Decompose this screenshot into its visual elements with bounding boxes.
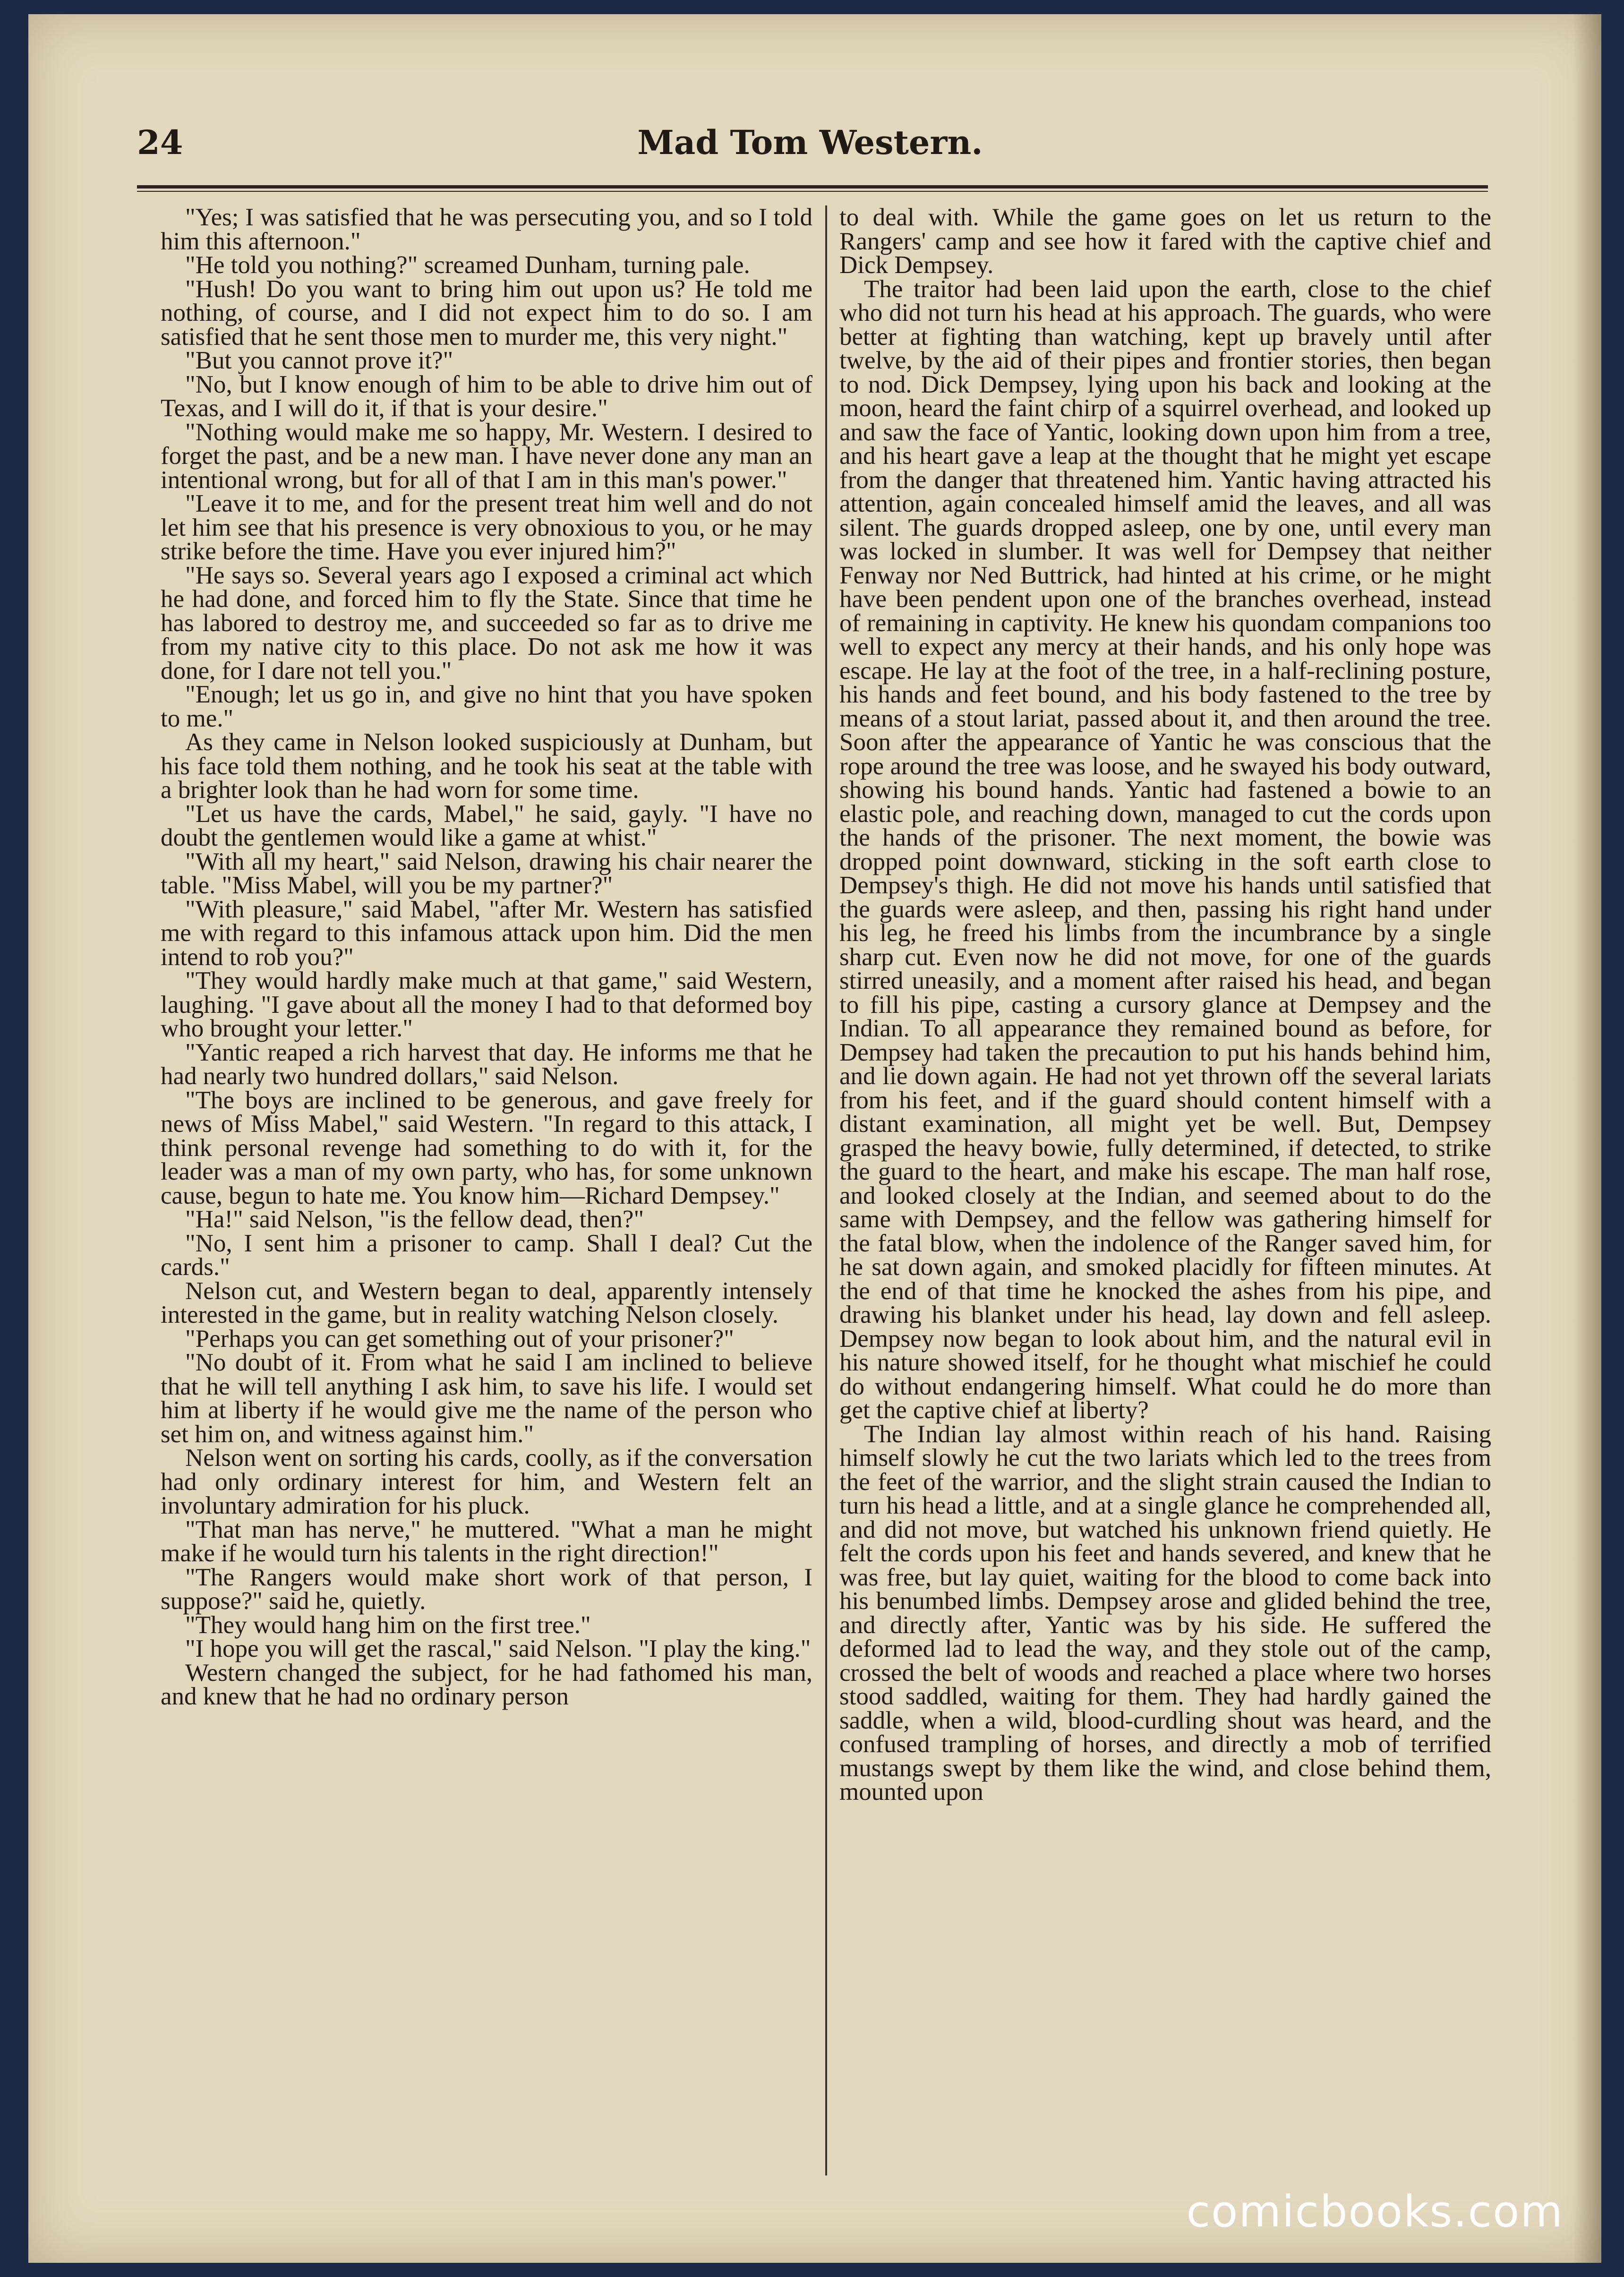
paragraph: The Indian lay almost within reach of his hand. Raising himself slowly he cut the two lariats which led to the trees from the feet of the warrior, and the slight strain caused the Indian to turn his head a little, and at a single glance he comprehended all, and did not move, but watched his unknown friend quietly. He felt the cords upon his feet and hands severed, and knew that he was free, but lay quiet, waiting for the blood to come back into his benumbed limbs. Dempsey arose and glided behind the tree, and directly after, Yantic was by his side. He suffered the deformed lad to lead the way, and they stole out of the camp, crossed the belt of woods and reached a place where two horses stood saddled, waiting for them. They had hardly gained the saddle, when a wild, blood-curdling shout was heard, and the confused trampling of horses, and directly a mob of terrified mustangs swept by them like the wind, and close behind them, mounted upon <box>839 1420 1491 1806</box>
paragraph: "Nothing would make me so happy, Mr. Western. I desired to forget the past, and be a new man. I have never done any man an intentional wrong, but for all of that I am in this man's power." <box>161 418 812 494</box>
paragraph: Western changed the subject, for he had fathomed his man, and knew that he had no ordinary person <box>161 1659 812 1710</box>
paragraph: "Enough; let us go in, and give no hint that you have spoken to me." <box>161 681 812 732</box>
paragraph: to deal with. While the game goes on let us return to the Rangers' camp and see how it fared with the captive chief and Dick Dempsey. <box>839 205 1491 279</box>
paragraph: "Ha!" said Nelson, "is the fellow dead, then?" <box>185 1206 644 1233</box>
paragraph: Nelson cut, and Western began to deal, apparently intensely interested in the game, but in reality watching Nelson closely. <box>161 1277 812 1328</box>
page-number: 24 <box>137 123 183 162</box>
paragraph: "Let us have the cards, Mabel," he said, gayly. "I have no doubt the gentlemen would like a game at whist." <box>161 800 812 851</box>
column-divider <box>825 205 827 2175</box>
right-column <box>839 205 1491 2175</box>
paragraph: "Leave it to me, and for the present treat him well and do not let him see that his presence is very obnoxious to you, or he may strike before the time. Have you ever injured him?" <box>161 490 812 565</box>
paragraph: "Perhaps you can get something out of your prisoner?" <box>185 1325 734 1353</box>
paragraph: "No, but I know enough of him to be able to drive him out of Texas, and I will do it, if that is your desire." <box>161 370 812 422</box>
paragraph: "The boys are inclined to be generous, and gave freely for news of Miss Mabel," said Western. "In regard to this attack, I think personal revenge had something to do with it, for the leader was a man of my own party, who has, for some unknown cause, begun to hate me. You know him—Richard Dempsey." <box>161 1086 812 1209</box>
left-column <box>161 205 812 2175</box>
paragraph: "The Rangers would make short work of that person, I suppose?" said he, quietly. <box>161 1563 812 1615</box>
paragraph: Nelson went on sorting his cards, coolly, as if the conversation had only ordinary interest for him, and Western felt an involuntary admiration for his pluck. <box>161 1444 812 1519</box>
paragraph: "No, I sent him a prisoner to camp. Shall I deal? Cut the cards." <box>161 1229 812 1281</box>
page-header <box>137 118 1483 170</box>
header-rule <box>137 185 1488 188</box>
paragraph: "Hush! Do you want to bring him out upon us? He told me nothing, of course, and I did not expect him to do so. I am satisfied that he sent those men to murder me, this very night." <box>161 275 812 351</box>
paragraph: "With pleasure," said Mabel, "after Mr. Western has satisfied me with regard to this infamous attack upon him. Did the men intend to rob you?" <box>161 895 812 971</box>
watermark: comicbooks.com <box>1186 2186 1564 2237</box>
paragraph: "They would hang him on the first tree." <box>185 1611 591 1639</box>
paragraph: "He says so. Several years ago I exposed a criminal act which he had done, and forced him to fly the State. Since that time he has labored to destroy me, and succeeded so far as to drive me from my native city to this place. Do not ask me how it was done, for I dare not tell you." <box>161 561 812 685</box>
paragraph: "With all my heart," said Nelson, drawing his chair nearer the table. "Miss Mabel, will you be my partner?" <box>161 847 812 899</box>
paragraph: "He told you nothing?" screamed Dunham, turning pale. <box>185 251 750 279</box>
paragraph: As they came in Nelson looked suspiciously at Dunham, but his face told them nothing, and he took his seat at the table with a brighter look than he had worn for some time. <box>161 728 812 804</box>
paragraph: "But you cannot prove it?" <box>185 347 453 374</box>
paragraph: "That man has nerve," he muttered. "What a man he might make if he would turn his talents in the right direction!" <box>161 1515 812 1567</box>
page-edge-shading <box>1573 14 1601 2263</box>
paragraph: "They would hardly make much at that game," said Western, laughing. "I gave about all the money I had to that deformed boy who brought your letter." <box>161 967 812 1042</box>
paragraph: "Yes; I was satisfied that he was persecuting you, and so I told him this afternoon." <box>161 205 812 255</box>
paragraph: "Yantic reaped a rich harvest that day. He informs me that he had nearly two hundred dollars," said Nelson. <box>161 1038 812 1090</box>
paragraph: "I hope you will get the rascal," said Nelson. "I play the king." <box>185 1635 811 1662</box>
book-page <box>28 14 1601 2263</box>
paragraph: "No doubt of it. From what he said I am inclined to believe that he will tell anything I ask him, to save his life. I would set him at liberty if he would give me the name of the person who set him on, and witness against him." <box>161 1349 812 1448</box>
running-title: Mad Tom Western. <box>637 123 983 162</box>
paragraph: The traitor had been laid upon the earth, close to the chief who did not turn his head at his approach. The guards, who were better at fighting than watching, kept up bravely until after twelve, by the aid of their pipes and frontier stories, then began to nod. Dick Dempsey, lying upon his back and looking at the moon, heard the faint chirp of a squirrel overhead, and looked up and saw the face of Yantic, looking down upon him from a tree, and his heart gave a leap at the thought that he might yet escape from the danger that threatened him. Yantic having attracted his attention, again concealed himself amid the leaves, and all was silent. The guards dropped asleep, one by one, until every man was locked in slumber. It was well for Dempsey that neither Fenway nor Ned Buttrick, had hinted at his crime, or he might have been pendent upon one of the branches overhead, instead of remaining in captivity. He knew his quondam companions too well to expect any mercy at their hands, and his only hope was escape. He lay at the foot of the tree, in a half-reclining posture, his hands and feet bound, and his body fastened to the tree by means of a stout lariat, passed about it, and then around the tree. Soon after the appearance of Yantic he was conscious that the rope around the tree was loose, and he swayed his body outward, showing his bound hands. Yantic had fastened a bowie to an elastic pole, and reaching down, managed to cut the cords upon the hands of the prisoner. The next moment, the bowie was dropped point downward, sticking in the soft earth close to Dempsey's thigh. He did not move his hands until satisfied that the guards were asleep, and then, passing his right hand under his leg, he freed his limbs from the incumbrance by a single sharp cut. Even now he did not move, for one of the guards stirred uneasily, and a moment after raised his head, and began to fill his pipe, casting a cursory glance at Dempsey and the Indian. To all appearance they remained bound as before, for Dempsey had taken the precaution to put his hands behind him, and lie down again. He had not yet thrown off the several lariats from his feet, and if the guard should content himself with a distant examination, all might yet be well. But, Dempsey grasped the heavy bowie, fully determined, if detected, to strike the guard to the heart, and make his escape. The man half rose, and looked closely at the Indian, and seemed about to do the same with Dempsey, and the fellow was gathering himself for the fatal blow, when the indolence of the Ranger saved him, for he sat down again, and smoked placidly for fifteen minutes. At the end of that time he knocked the ashes from his pipe, and drawing his blanket under his head, lay down and fell asleep. Dempsey now began to look about him, and the natural evil in his nature showed itself, for he thought what mischief he could do without endangering himself. What could he do more than get the captive chief at liberty? <box>839 275 1491 1424</box>
